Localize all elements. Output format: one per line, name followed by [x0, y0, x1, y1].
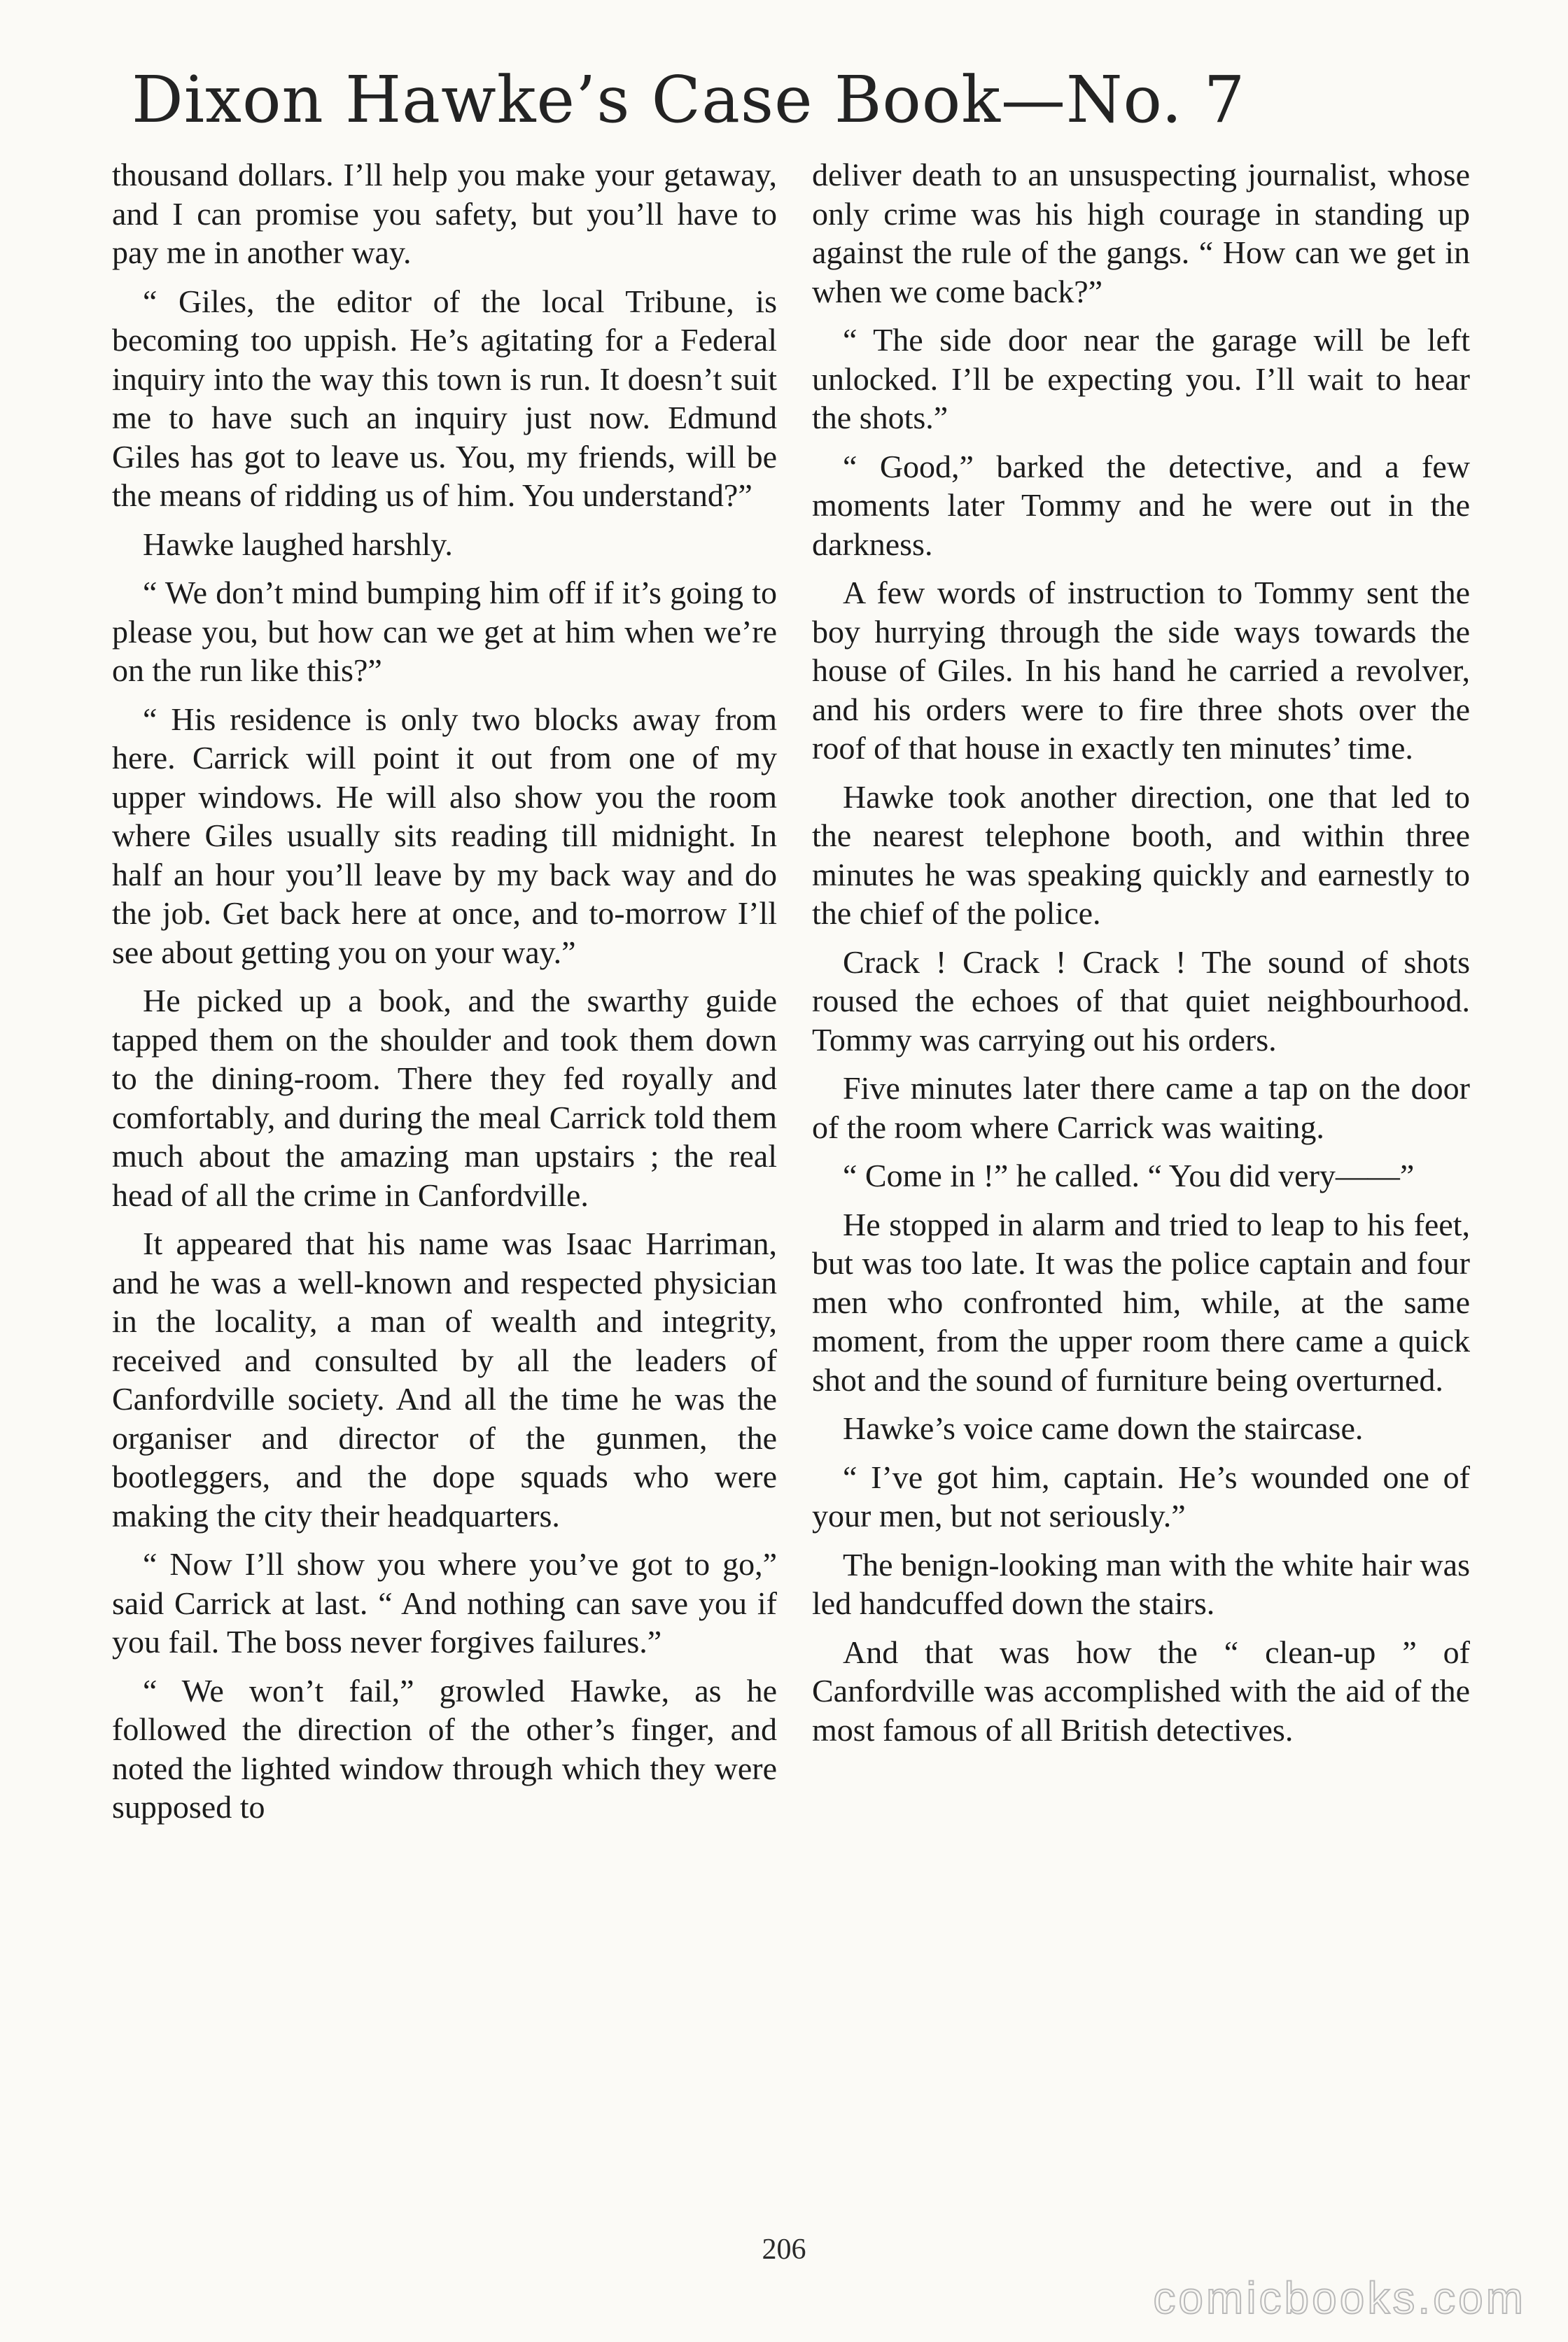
- paragraph: Crack ! Crack ! Crack ! The sound of shots roused the echoes of that quiet neighbourhood. Tommy was carrying out his orders.: [812, 944, 1470, 1058]
- paragraph: “ I’ve got him, captain. He’s wounded one of your men, but not seriously.”: [812, 1459, 1470, 1534]
- page-number: 206: [762, 2234, 806, 2266]
- right-column: [812, 155, 1470, 1759]
- paragraph: “ Now I’ll show you where you’ve got to go,” said Carrick at last. “ And nothing can save you if you fail. The boss never forgives failures.”: [112, 1546, 777, 1660]
- paragraph: Five minutes later there came a tap on the door of the room where Carrick was waiting.: [812, 1070, 1470, 1145]
- paragraph: A few words of instruction to Tommy sent the boy hurrying through the side ways towards the house of Giles. In his hand he carried a revolver, and his orders were to fire three shots over the roof of that house in exactly ten minutes’ time.: [812, 575, 1470, 766]
- paragraph: Hawke took another direction, one that led to the nearest telephone booth, and within three minutes he was speaking quickly and earnestly to the chief of the police.: [812, 778, 1470, 931]
- paragraph: He picked up a book, and the swarthy guide tapped them on the shoulder and took them down to the dining-room. There they fed royally and comfortably, and during the meal Carrick told them much about the amazing man upstairs ; the real head of all the crime in Canfordville.: [112, 983, 777, 1213]
- paragraph: “ Good,” barked the detective, and a few moments later Tommy and he were out in the darkness.: [812, 448, 1470, 562]
- left-column: [112, 155, 777, 1837]
- watermark: comicbooks.com: [1153, 2273, 1526, 2323]
- page-title: Dixon Hawke’s Case Book—No. 7: [132, 62, 1246, 137]
- paragraph: And that was how the “ clean-up ” of Canfordville was accomplished with the aid of the most famous of all British detectives.: [812, 1634, 1470, 1748]
- paragraph: It appeared that his name was Isaac Harriman, and he was a well-known and respected physician in the locality, a man of wealth and integrity, received and consulted by all the leaders of Canfordville society. And all the time he was the organiser and director of the gunmen, the bootleggers, and the dope squads who were making the city their headquarters.: [112, 1226, 777, 1534]
- paragraph: The benign-looking man with the white hair was led handcuffed down the stairs.: [812, 1546, 1470, 1621]
- paragraph: “ Giles, the editor of the local Tribune, is becoming too uppish. He’s agitating for a Federal inquiry into the way this town is run. It doesn’t suit me to have such an inquiry just now. Edmund Giles has got to leave us. You, my friends, will be the means of ridding us of him. You understand?”: [112, 283, 777, 513]
- paragraph: “ His residence is only two blocks away from here. Carrick will point it out from one of my upper windows. He will also show you the room where Giles usually sits reading till midnight. In half an hour you’ll leave by my back way and do the job. Get back here at once, and to-morrow I’ll see about getting you on your way.”: [112, 701, 777, 970]
- paragraph: Hawke’s voice came down the staircase.: [843, 1410, 1364, 1446]
- paragraph: deliver death to an unsuspecting journalist, whose only crime was his high courage in standing up against the rule of the gangs. “ How can we get in when we come back?”: [812, 157, 1470, 309]
- paragraph: “ We won’t fail,” growled Hawke, as he followed the direction of the other’s finger, and noted the lighted window through which they were supposed to: [112, 1672, 777, 1825]
- paragraph: thousand dollars. I’ll help you make your getaway, and I can promise you safety, but you’ll have to pay me in another way.: [112, 157, 777, 270]
- paragraph: “ We don’t mind bumping him off if it’s going to please you, but how can we get at him when we’re on the run like this?”: [112, 575, 777, 688]
- paragraph: “ The side door near the garage will be left unlocked. I’ll be expecting you. I’ll wait to hear the shots.”: [812, 322, 1470, 435]
- paragraph: He stopped in alarm and tried to leap to his feet, but was too late. It was the police captain and four men who confronted him, while, at the same moment, from the upper room there came a quick shot and the sound of furniture being overturned.: [812, 1206, 1470, 1398]
- paragraph: “ Come in !” he called. “ You did very——”: [843, 1158, 1415, 1193]
- paragraph: Hawke laughed harshly.: [143, 526, 453, 562]
